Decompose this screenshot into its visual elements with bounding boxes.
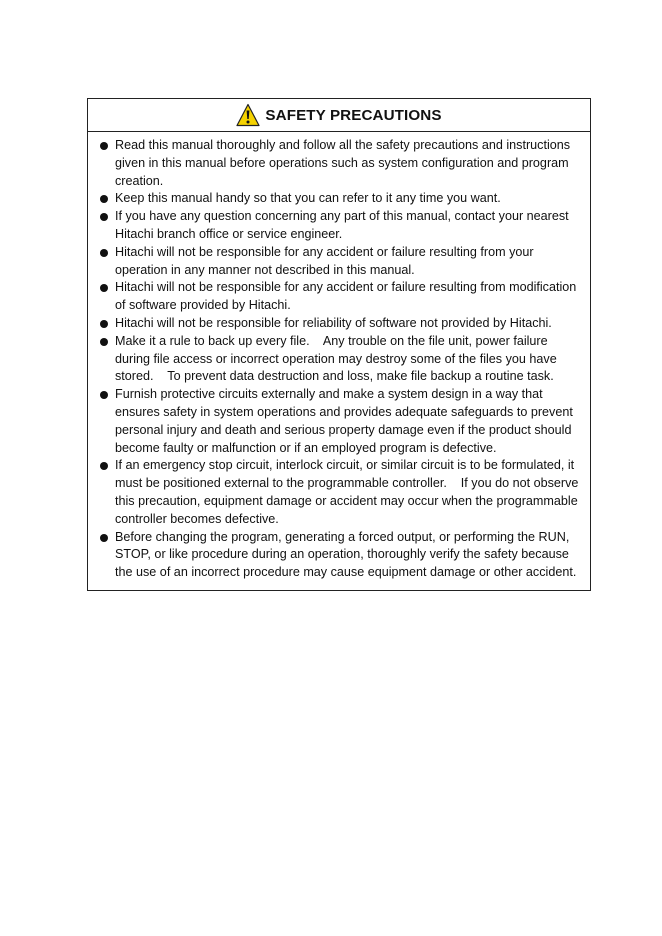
bullet-icon [100,391,108,399]
list-item [100,279,582,315]
bullet-icon [100,213,108,221]
list-item [100,244,582,280]
bullet-icon [100,534,108,542]
bullet-icon [100,195,108,203]
list-item-text: Hitachi will not be responsible for any accident or failure resulting from modification of software provided by Hitachi. [115,280,577,313]
bullet-icon [100,462,108,470]
safety-precautions-box [87,98,591,591]
bullet-icon [100,142,108,150]
bullet-icon [100,249,108,257]
bullet-icon [100,338,108,346]
safety-header [88,99,590,132]
list-item-text: Keep this manual handy so that you can refer to it any time you want. [115,191,501,206]
warning-icon [236,103,260,127]
list-item-text: Hitachi will not be responsible for reliability of software not provided by Hitachi. [115,315,552,330]
page-title: SAFETY PRECAUTIONS [265,106,442,124]
list-item [100,190,582,208]
bullet-icon [100,284,108,292]
precautions-list [88,132,590,590]
list-item [100,386,582,457]
list-item-text: Hitachi will not be responsible for any accident or failure resulting from your operation in any manner not described in this manual. [115,244,534,277]
list-item [100,333,582,386]
list-item-text: If you have any question concerning any part of this manual, contact your nearest Hitachi branch office or service engineer. [115,209,569,241]
list-item [100,529,582,582]
list-item-text: Furnish protective circuits externally and make a system design in a way that ensures safety in system operations and provides adequate safeguards to prevent personal injury and death and serious property damage even if the product should become faulty or malfunction or if an employed program is defective. [115,387,573,455]
list-item [100,137,582,190]
list-item [100,208,582,244]
list-item-text: If an emergency stop circuit, interlock circuit, or similar circuit is to be formulated, it must be positioned external to the programmable controller. If you do not observe this precaution, equipment damage or accident may occur when the programmable controller becomes defective. [115,458,582,526]
list-item [100,315,582,333]
list-item-text: Make it a rule to back up every file. Any trouble on the file unit, power failure during file access or incorrect operation may destroy some of the files you have stored. To prevent data destruction and loss, make file backup a routine task. [115,333,561,384]
list-item [100,457,582,528]
bullet-icon [100,320,108,328]
list-item-text: Before changing the program, generating a forced output, or performing the RUN, STOP, or like procedure during an operation, thoroughly verify the safety because the use of an incorrect procedure may cause equipment damage or other accident. [115,529,577,580]
list-item-text: Read this manual thoroughly and follow all the safety precautions and instructions given in this manual before operations such as system configuration and program creation. [115,138,571,188]
